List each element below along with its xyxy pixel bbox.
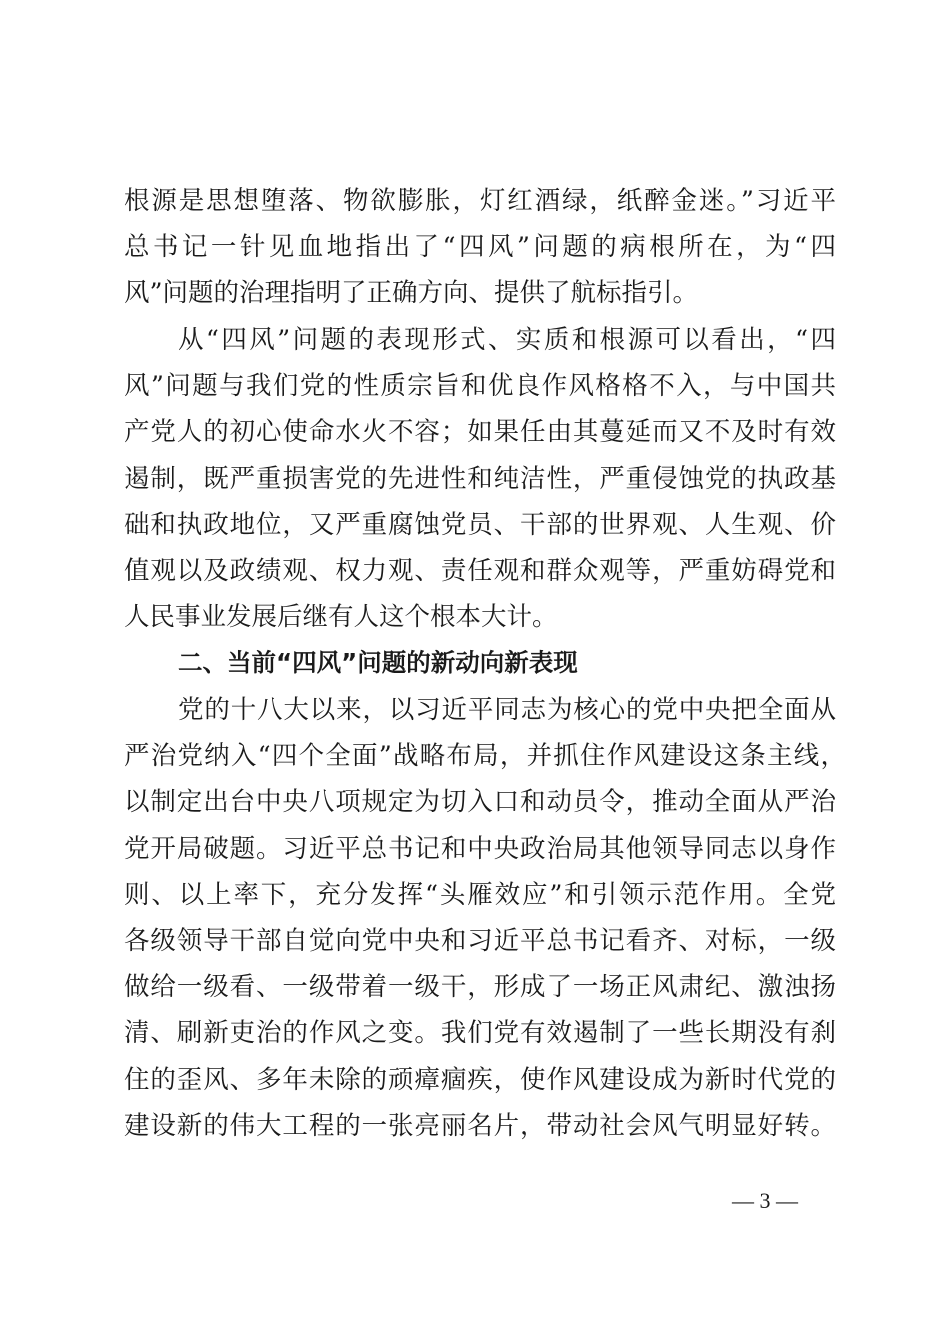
page-number: — 3 — bbox=[732, 1188, 798, 1213]
paragraph-line: 清、刷新吏治的作风之变。我们党有效遏制了一些长期没有刹 bbox=[124, 1018, 836, 1048]
paragraph-line: 人民事业发展后继有人这个根本大计。 bbox=[124, 602, 558, 632]
paragraph-line: 党的十八大以来，以习近平同志为核心的党中央把全面从 bbox=[178, 695, 836, 725]
paragraph-line: 风”问题的治理指明了正确方向、提供了航标指引。 bbox=[124, 278, 699, 308]
paragraph-line: 风”问题与我们党的性质宗旨和优良作风格格不入，与中国共 bbox=[124, 371, 836, 401]
paragraph-line: 遏制，既严重损害党的先进性和纯洁性，严重侵蚀党的执政基 bbox=[124, 464, 836, 494]
paragraph-line: 以制定出台中央八项规定为切入口和动员令，推动全面从严治 bbox=[124, 787, 836, 817]
paragraph-line: 住的歪风、多年未除的顽瘴痼疾，使作风建设成为新时代党的 bbox=[124, 1065, 836, 1095]
paragraph-line: 值观以及政绩观、权力观、责任观和群众观等，严重妨碍党和 bbox=[124, 556, 836, 586]
paragraph-line: 严治党纳入“四个全面”战略布局，并抓住作风建设这条主线， bbox=[124, 741, 846, 771]
paragraph-line: 则、以上率下，充分发挥“头雁效应”和引领示范作用。全党 bbox=[124, 880, 836, 910]
paragraph-line: 从“四风”问题的表现形式、实质和根源可以看出，“四 bbox=[178, 325, 836, 355]
paragraph-line: 做给一级看、一级带着一级干，形成了一场正风肃纪、激浊扬 bbox=[124, 972, 836, 1002]
paragraph-line: 党开局破题。习近平总书记和中央政治局其他领导同志以身作 bbox=[124, 834, 836, 864]
paragraph-line: 各级领导干部自觉向党中央和习近平总书记看齐、对标，一级 bbox=[124, 926, 836, 956]
paragraph-line: 根源是思想堕落、物欲膨胀，灯红酒绿，纸醉金迷。”习近平 bbox=[124, 186, 836, 216]
section-heading: 二、当前“四风”问题的新动向新表现 bbox=[178, 648, 578, 677]
paragraph-line: 产党人的初心使命水火不容；如果任由其蔓延而又不及时有效 bbox=[124, 417, 836, 447]
paragraph-line: 建设新的伟大工程的一张亮丽名片，带动社会风气明显好转。 bbox=[124, 1111, 836, 1141]
paragraph-line: 础和执政地位，又严重腐蚀党员、干部的世界观、人生观、价 bbox=[124, 510, 836, 540]
paragraph-line: 总书记一针见血地指出了“四风”问题的病根所在，为“四 bbox=[124, 232, 836, 262]
